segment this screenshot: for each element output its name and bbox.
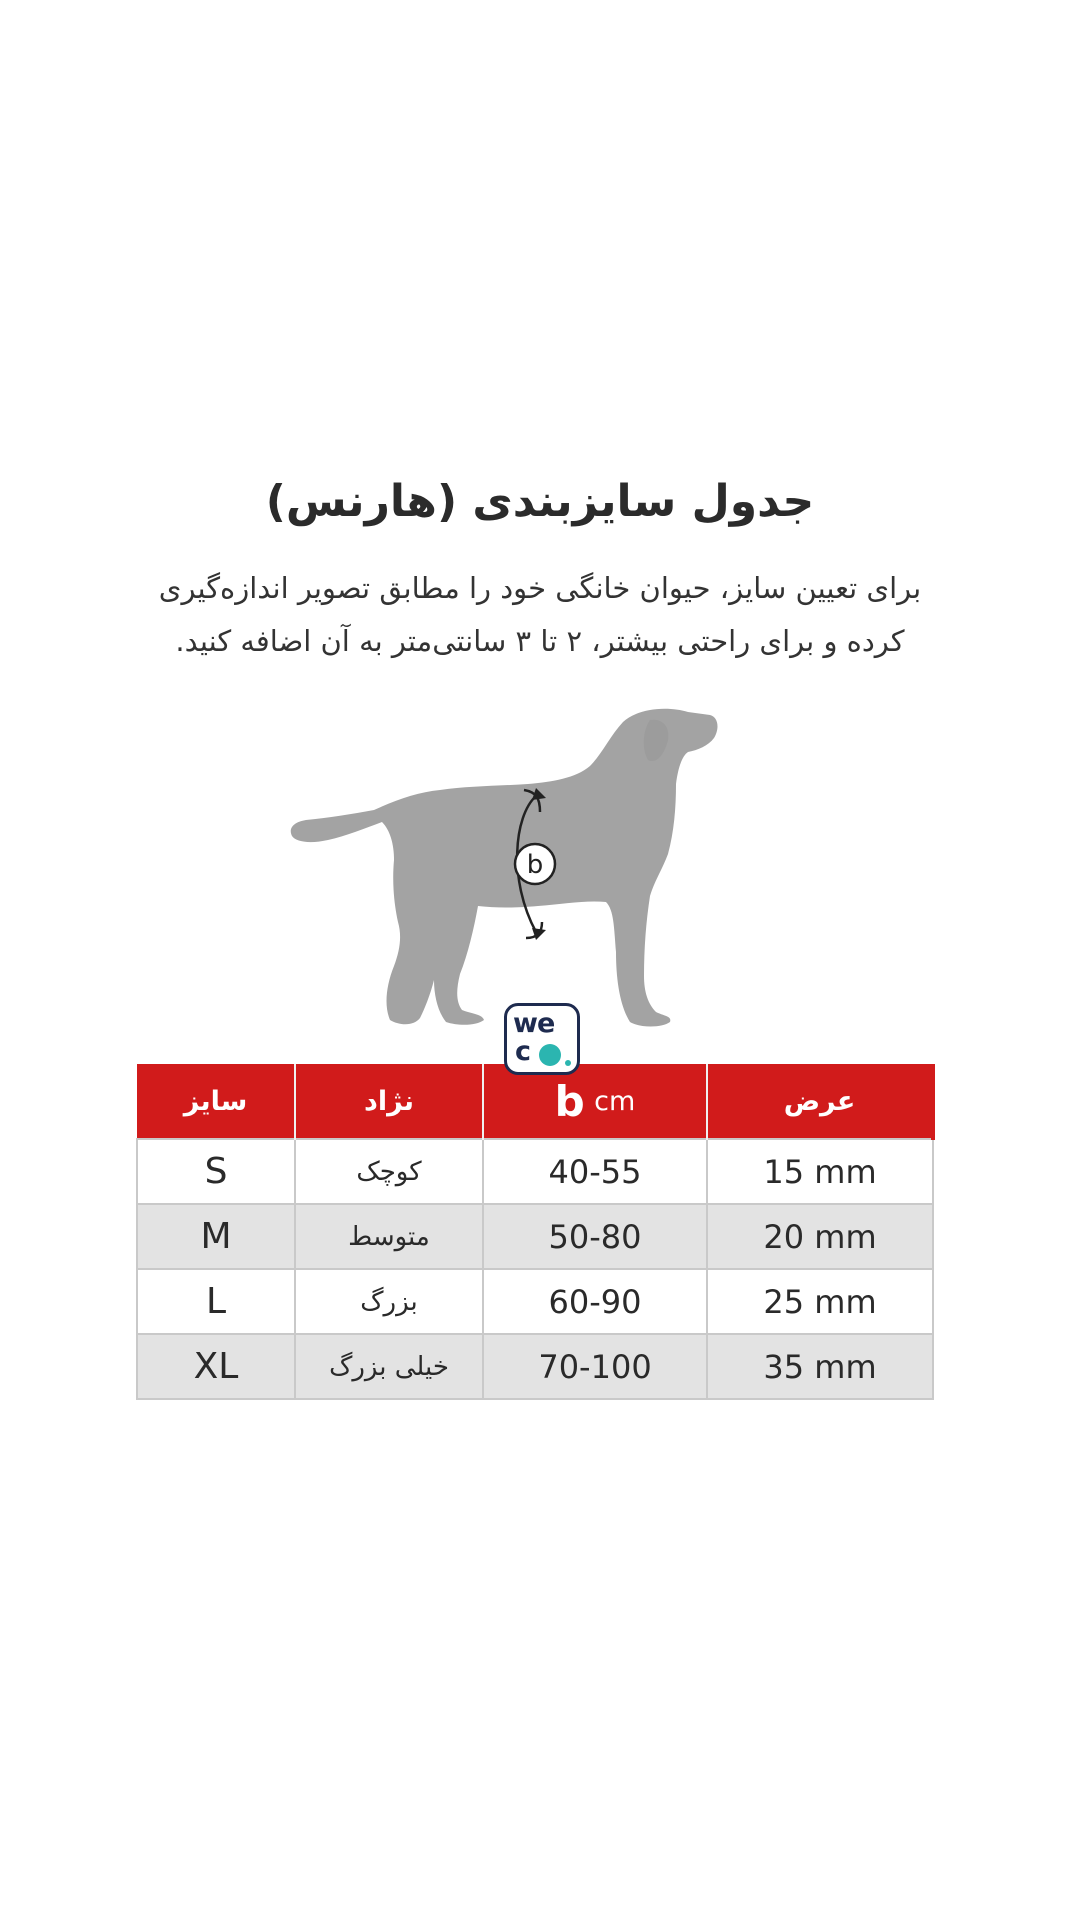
logo-dot-icon: [565, 1060, 571, 1066]
instructions-line-1: برای تعیین سایز، حیوان خانگی خود را مطابق تصویر اندازه‌گیری: [158, 571, 922, 605]
header-width: عرض: [707, 1064, 933, 1139]
instructions-text: [90, 562, 990, 668]
cell-breed: متوسط: [295, 1204, 483, 1269]
measurement-marker-label: b: [526, 850, 544, 880]
logo-dog-icon: [539, 1044, 561, 1066]
cell-size: XL: [137, 1334, 295, 1399]
header-b-letter: b: [554, 1076, 585, 1126]
dog-measurement-diagram: [290, 700, 750, 1030]
cell-width: 35 mm: [707, 1334, 933, 1399]
brand-logo: [504, 1003, 580, 1075]
cell-size: S: [137, 1139, 295, 1204]
logo-text-top: we: [513, 1008, 555, 1039]
logo-text-bottom: [515, 1038, 531, 1066]
dog-silhouette-icon: [290, 700, 750, 1030]
cell-width: 20 mm: [707, 1204, 933, 1269]
cell-width: 15 mm: [707, 1139, 933, 1204]
table-row: [137, 1139, 933, 1204]
header-breed: نژاد: [295, 1064, 483, 1139]
page-title: جدول سایزبندی (هارنس): [265, 476, 815, 527]
cell-b: 50-80: [483, 1204, 707, 1269]
table-row: [137, 1204, 933, 1269]
logo-letter-c: c: [515, 1036, 532, 1067]
header-b-unit: cm: [594, 1085, 636, 1117]
size-chart-table: [136, 1064, 935, 1400]
header-size: سایز: [137, 1064, 295, 1139]
header-b-cm: [483, 1064, 707, 1139]
cell-breed: بزرگ: [295, 1269, 483, 1334]
table-row: [137, 1269, 933, 1334]
cell-breed: کوچک: [295, 1139, 483, 1204]
cell-width: 25 mm: [707, 1269, 933, 1334]
cell-b: 40-55: [483, 1139, 707, 1204]
instructions-line-2: کرده و برای راحتی بیشتر، ۲ تا ۳ سانتی‌متر به آن اضافه کنید.: [175, 624, 905, 658]
cell-breed: خیلی بزرگ: [295, 1334, 483, 1399]
cell-b: 60-90: [483, 1269, 707, 1334]
cell-b: 70-100: [483, 1334, 707, 1399]
cell-size: L: [137, 1269, 295, 1334]
table-header-row: [137, 1064, 933, 1139]
table-row: [137, 1334, 933, 1399]
cell-size: M: [137, 1204, 295, 1269]
